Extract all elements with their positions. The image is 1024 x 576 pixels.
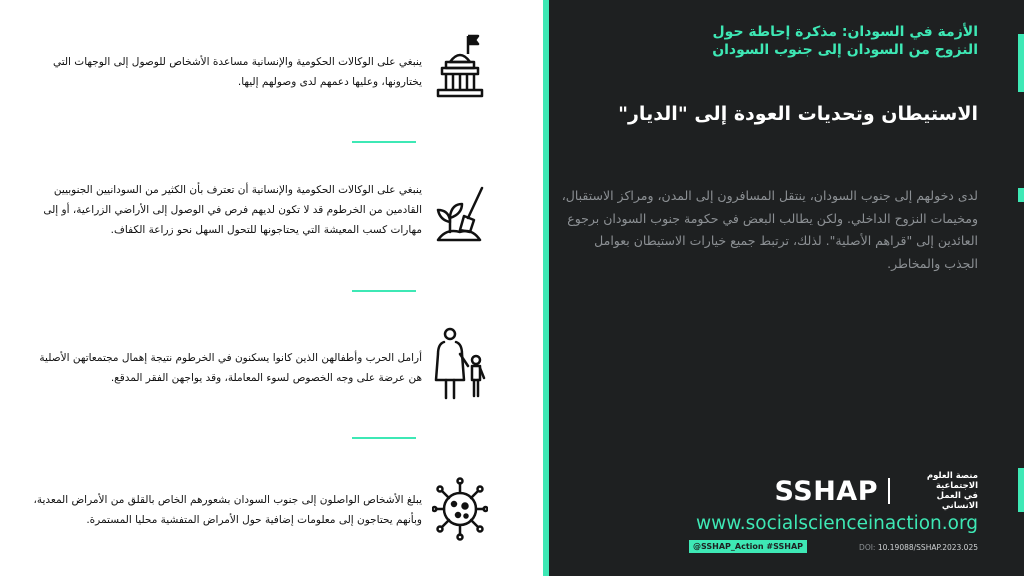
logo-tagline-line1: منصة العلوم الاجتماعية: [926, 471, 978, 491]
recommendation-text: أرامل الحرب وأطفالهن الذين كانوا يسكنون في الخرطوم نتيجة إهمال مجتمعاتهن الأصلية هن عرضة على وجه الخصوص لسوء المعاملة، وقد يواجهن الفقر المدقع.: [39, 352, 422, 384]
doi-reference: [859, 543, 978, 552]
logo-wordmark: SSHAP: [774, 475, 878, 507]
edge-marker: [1018, 188, 1024, 202]
recommendation-item: [30, 488, 530, 568]
logo-tagline-line2: في العمل الانساني: [936, 491, 978, 511]
website-link[interactable]: www.socialscienceinaction.org: [696, 513, 978, 534]
recommendation-text: يبلغ الأشخاص الواصلون إلى جنوب السودان بشعورهم الخاص بالقلق من الأمراض المعدية، وبأنهم يحتاجون إلى معلومات إضافية حول الأمراض المتفشية محليا المستمرة.: [33, 494, 422, 526]
briefing-header: [578, 23, 978, 59]
social-handle-badge[interactable]: @SSHAP_Action #SSHAP: [689, 540, 807, 553]
logo-divider: [888, 478, 890, 504]
recommendation-text: ينبغي على الوكالات الحكومية والإنسانية أن تعترف بأن الكثير من السودانيين الجنوبيين القادمين من الخرطوم قد لا تكون لديهم فرص في الوصول إلى الأراضي الزراعية، أو إلى مهارات كسب المعيشة التي يحتاجونها للتحول السهل نحو زراعة الكفاف.: [43, 184, 422, 236]
briefing-header-line1: الأزمة في السودان: مذكرة إحاطة حول: [712, 24, 978, 40]
page-title: الاستيطان وتحديات العودة إلى "الديار": [618, 103, 978, 125]
sshap-logo: [774, 471, 978, 511]
farming-plant-shovel-icon: [432, 182, 488, 248]
section-divider: [352, 437, 416, 439]
recommendation-item: [30, 48, 530, 128]
edge-marker: [1018, 468, 1024, 512]
dark-info-panel: [549, 0, 1024, 576]
doi-value[interactable]: 10.19088/SSHAP.2023.025: [877, 543, 978, 552]
mother-and-child-icon: [432, 326, 488, 392]
recommendation-text: ينبغي على الوكالات الحكومية والإنسانية مساعدة الأشخاص للوصول إلى الوجهات التي يختارونها، وعليها دعمهم لدى وصولهم إليها.: [52, 56, 422, 88]
recommendation-item: [30, 178, 530, 258]
virus-icon: [432, 476, 488, 542]
doi-label: DOI:: [859, 543, 876, 552]
edge-marker: [1018, 34, 1024, 92]
logo-tagline: [900, 471, 978, 511]
section-divider: [352, 141, 416, 143]
briefing-header-line2: النزوح من السودان إلى جنوب السودان: [712, 42, 978, 58]
government-building-icon: [432, 32, 488, 98]
body-paragraph: لدى دخولهم إلى جنوب السودان، ينتقل المسافرون إلى المدن، ومراكز الاستقبال، ومخيمات النزوح الداخلي. ولكن يطالب البعض في حكومة جنوب السودان برجوع العائدين إلى "قراهم الأصلية". لذلك، ترتبط جميع خيارات الاستيطان بعوامل الجذب والمخاطر.: [561, 188, 978, 271]
recommendation-item: [30, 346, 530, 426]
section-divider: [352, 290, 416, 292]
